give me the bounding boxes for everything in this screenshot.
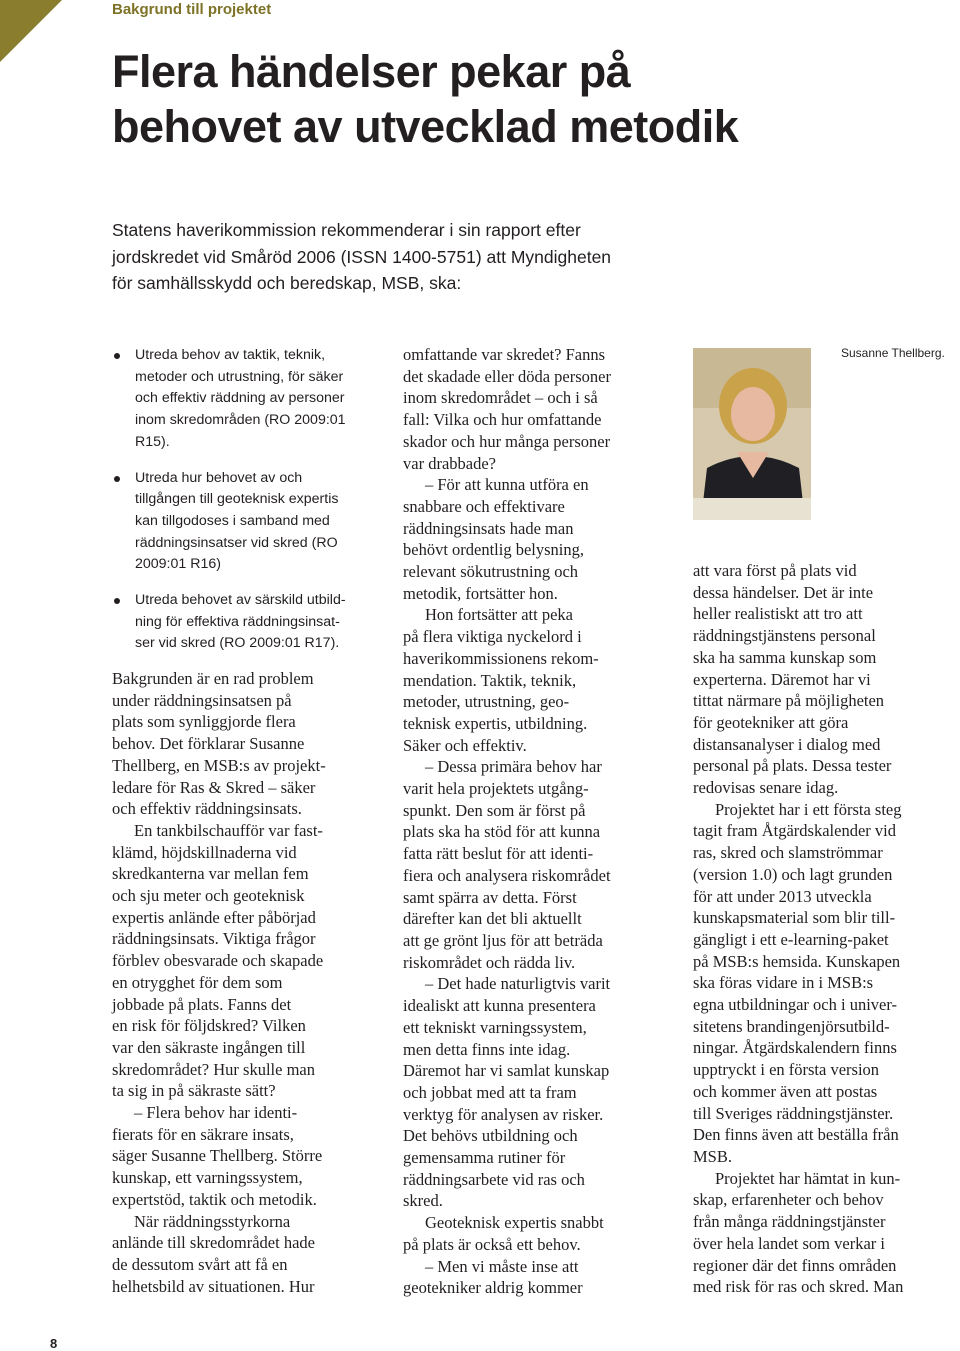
text-column-2: [403, 344, 611, 1299]
paragraph-line: plats som synliggjorde flera: [112, 712, 296, 732]
paragraph-line: expertis anlände efter påbörjad: [112, 907, 316, 927]
paragraph-line: plats ska ha stöd för att kunna: [403, 822, 601, 842]
paragraph-line: var drabbade?: [403, 453, 496, 473]
paragraph-line: Thellberg, en MSB:s av projekt-: [112, 755, 326, 775]
paragraph-line: över hela landet som verkar i: [693, 1233, 885, 1253]
paragraph-line: tagit fram Åtgärdskalender vid: [693, 821, 896, 841]
paragraph-line: Den finns även att beställa från: [693, 1125, 899, 1145]
paragraph-line: Hon fortsätter att peka: [425, 605, 573, 625]
paragraph-line: till Sveriges räddningstjänster.: [693, 1103, 894, 1123]
section-label: Bakgrund till projektet: [112, 1, 272, 18]
paragraph-line: mendation. Taktik, teknik,: [403, 670, 577, 690]
paragraph-line: teknisk expertis, utbildning.: [403, 713, 588, 733]
paragraph-line: klämd, höjdskillnaderna vid: [112, 842, 297, 862]
paragraph-line: haverikommissionens rekom-: [403, 648, 599, 668]
lead-line: Statens haverikommission rekommenderar i sin rapport efter: [112, 220, 581, 240]
paragraph-line: och effektiv räddningsinsats.: [112, 799, 302, 819]
paragraph-line: de dessutom svårt att få en: [112, 1254, 288, 1274]
paragraph-line: därefter kan det bli aktuellt: [403, 909, 582, 929]
paragraph-line: expertstöd, taktik och metodik.: [112, 1189, 317, 1209]
list-item-line: Utreda hur behovet av och: [135, 469, 303, 486]
paragraph-line: en risk för följdskred? Vilken: [112, 1016, 306, 1036]
list-item: [112, 590, 382, 655]
paragraph-line: under räddningsinsatsen på: [112, 690, 292, 710]
list-item-line: och effektiv räddning av personer: [135, 390, 345, 407]
list-item-line: räddningsinsatser vid skred (RO: [135, 534, 338, 551]
lead-line: för samhällsskydd och beredskap, MSB, ska:: [112, 273, 462, 293]
paragraph-line: tittat närmare på möjligheten: [693, 691, 885, 711]
corner-triangle: [0, 0, 62, 62]
list-item: [112, 345, 382, 454]
paragraph-line: idealiskt att kunna presentera: [403, 996, 596, 1016]
paragraph-line: Det behövs utbildning och: [403, 1126, 578, 1146]
paragraph-line: helhetsbild av situationen. Hur: [112, 1276, 315, 1296]
paragraph-line: för att under 2013 utveckla: [693, 886, 872, 906]
text-column-1: [112, 668, 326, 1297]
paragraph-line: spunkt. Den som är först på: [403, 800, 586, 820]
bullet-icon: [114, 353, 120, 359]
paragraph-line: metoder, utrustning, geo-: [403, 692, 570, 712]
paragraph-line: varit hela projektets utgång-: [403, 779, 589, 799]
paragraph-line: på plats är också ett behov.: [403, 1234, 581, 1254]
paragraph-line: skredkanterna var mellan fem: [112, 864, 309, 884]
paragraph-line: riskområdet och rädda liv.: [403, 952, 576, 972]
paragraph-line: Däremot har vi samlat kunskap: [403, 1061, 610, 1081]
paragraph-line: kunskapsmaterial som blir till-: [693, 908, 896, 928]
paragraph-line: skap, erfarenheter och behov: [693, 1190, 884, 1210]
paragraph-line: – Dessa primära behov har: [425, 757, 602, 777]
paragraph-line: fatta rätt beslut för att identi-: [403, 844, 594, 864]
paragraph-line: När räddningsstyrkorna: [134, 1211, 291, 1231]
paragraph-line: behov. Det förklarar Susanne: [112, 734, 305, 754]
paragraph-line: sitetens brandingenjörsutbild-: [693, 1016, 890, 1036]
paragraph-line: skred.: [403, 1191, 443, 1211]
list-item-line: inom skredområden (RO 2009:01: [135, 412, 346, 429]
list-item-line: ning för effektiva räddningsinsat-: [135, 613, 340, 630]
paragraph-line: omfattande var skredet? Fanns: [403, 345, 606, 364]
portrait-photo: [693, 348, 811, 520]
paragraph-line: med risk för ras och skred. Man: [693, 1277, 904, 1297]
recommendation-list: [112, 345, 382, 669]
paragraph-line: ska ha samma kunskap som: [693, 647, 877, 667]
paragraph-line: räddningsinsats hade man: [403, 518, 574, 538]
title-line: behovet av utvecklad metodik: [112, 101, 739, 152]
paragraph-line: snabbare och effektivare: [403, 496, 565, 516]
paragraph-line: ras, skred och slamströmmar: [693, 843, 883, 863]
paragraph-line: verktyg för analysen av risker.: [403, 1104, 604, 1124]
paragraph-line: skredområdet? Hur skulle man: [112, 1059, 315, 1079]
paragraph-line: – Det hade naturligtvis varit: [425, 974, 611, 994]
paragraph-line: jobbade på plats. Fanns det: [112, 994, 292, 1014]
paragraph-line: på flera viktiga nyckelord i: [403, 627, 582, 647]
portrait-image: [693, 348, 811, 520]
paragraph-line: (version 1.0) och lagt grunden: [693, 864, 893, 884]
paragraph-line: fiera och analysera riskområdet: [403, 865, 611, 885]
paragraph-line: heller realistiskt att tro att: [693, 604, 863, 624]
paragraph-line: och jobbat med att ta fram: [403, 1082, 577, 1102]
paragraph-line: gemensamma rutiner för: [403, 1148, 566, 1168]
paragraph-line: Geoteknisk expertis snabbt: [425, 1213, 604, 1233]
paragraph-line: En tankbilschaufför var fast-: [134, 820, 323, 840]
paragraph-line: var den säkraste ingången till: [112, 1037, 306, 1057]
paragraph-line: personal på plats. Dessa tester: [693, 756, 892, 776]
paragraph-line: – Men vi måste inse att: [425, 1256, 579, 1276]
paragraph-line: MSB.: [693, 1146, 732, 1166]
paragraph-line: – Flera behov har identi-: [134, 1103, 298, 1123]
paragraph-line: att ge grönt ljus för att beträda: [403, 930, 603, 950]
lead-paragraph: [112, 217, 611, 297]
list-item: [112, 468, 382, 577]
paragraph-line: ningar. Åtgärdskalendern finns: [693, 1038, 897, 1058]
paragraph-line: upptryckt i en första version: [693, 1060, 880, 1080]
paragraph-line: redovisas senare idag.: [693, 778, 839, 798]
paragraph-line: för geotekniker att göra: [693, 712, 849, 732]
paragraph-line: relevant sökutrustning och: [403, 562, 579, 582]
paragraph-line: säger Susanne Thellberg. Större: [112, 1146, 323, 1166]
paragraph-line: Projektet har hämtat in kun-: [715, 1168, 901, 1188]
paragraph-line: behövt ordentlig belysning,: [403, 540, 585, 560]
paragraph-line: inom skredområdet – och i så: [403, 388, 598, 408]
paragraph-line: räddningsarbete vid ras och: [403, 1169, 585, 1189]
list-item-line: metoder och utrustning, för säker: [135, 368, 344, 385]
paragraph-line: räddningsinsats. Viktiga frågor: [112, 929, 316, 949]
paragraph-line: anlände till skredområdet hade: [112, 1233, 315, 1253]
paragraph-line: egna utbildningar och i univer-: [693, 995, 898, 1015]
paragraph-line: räddningstjänstens personal: [693, 626, 876, 646]
list-item-line: kan tillgodoses i samband med: [135, 512, 330, 529]
paragraph-line: det skadade eller döda personer: [403, 366, 611, 386]
text-column-3: [693, 560, 903, 1298]
paragraph-line: dessa händelser. Det är inte: [693, 582, 874, 602]
paragraph-line: ta sig in på säkraste sätt?: [112, 1081, 276, 1101]
paragraph-line: förblev obesvarade och skapade: [112, 951, 324, 971]
paragraph-line: distansanalyser i dialog med: [693, 734, 881, 754]
paragraph-line: metodik, fortsätter hon.: [403, 583, 558, 603]
paragraph-line: Säker och effektiv.: [403, 735, 527, 755]
paragraph-line: samt spärra av detta. Först: [403, 887, 577, 907]
paragraph-line: – För att kunna utföra en: [425, 475, 589, 495]
page-number: 8: [50, 1336, 58, 1351]
list-item-line: tillgången till geoteknisk expertis: [135, 491, 339, 508]
list-item-line: 2009:01 R16): [135, 556, 221, 573]
paragraph-line: ett tekniskt varningssystem,: [403, 1017, 587, 1037]
list-item-line: Utreda behovet av särskild utbild-: [135, 592, 346, 609]
paragraph-line: fierats för en säkrare insats,: [112, 1124, 294, 1144]
paragraph-line: Projektet har i ett första steg: [715, 799, 902, 819]
paragraph-line: en otrygghet för dem som: [112, 972, 283, 992]
title-line: Flera händelser pekar på: [112, 46, 631, 97]
paragraph-line: på MSB:s hemsida. Kunskapen: [693, 951, 901, 971]
paragraph-line: kunskap, ett varningssystem,: [112, 1168, 303, 1188]
page-title: [112, 44, 738, 154]
list-item-line: Utreda behov av taktik, teknik,: [135, 347, 326, 363]
paragraph-line: geotekniker aldrig kommer: [403, 1278, 583, 1298]
photo-caption: Susanne Thellberg.: [841, 346, 945, 360]
paragraph-line: skador och hur många personer: [403, 431, 611, 451]
lead-line: jordskredet vid Småröd 2006 (ISSN 1400-5751) att Myndigheten: [112, 246, 612, 267]
list-item-line: ser vid skred (RO 2009:01 R17).: [135, 635, 340, 652]
paragraph-line: fall: Vilka och hur omfattande: [403, 410, 602, 430]
paragraph-line: regioner där det finns områden: [693, 1255, 897, 1275]
paragraph-line: Bakgrunden är en rad problem: [112, 669, 314, 688]
paragraph-line: och kommer även att postas: [693, 1081, 878, 1101]
paragraph-line: ledare för Ras & Skred – säker: [112, 777, 316, 797]
paragraph-line: att vara först på plats vid: [693, 561, 857, 580]
list-item-line: R15).: [135, 433, 170, 450]
bullet-icon: [114, 476, 120, 482]
paragraph-line: från många räddningstjänster: [693, 1212, 886, 1232]
paragraph-line: ska föras vidare in i MSB:s: [693, 973, 874, 993]
paragraph-line: gängligt i ett e-learning-paket: [693, 929, 889, 949]
paragraph-line: men detta finns inte idag.: [403, 1039, 571, 1059]
paragraph-line: experterna. Däremot har vi: [693, 669, 871, 689]
paragraph-line: och sju meter och geoteknisk: [112, 886, 305, 906]
bullet-icon: [114, 598, 120, 604]
